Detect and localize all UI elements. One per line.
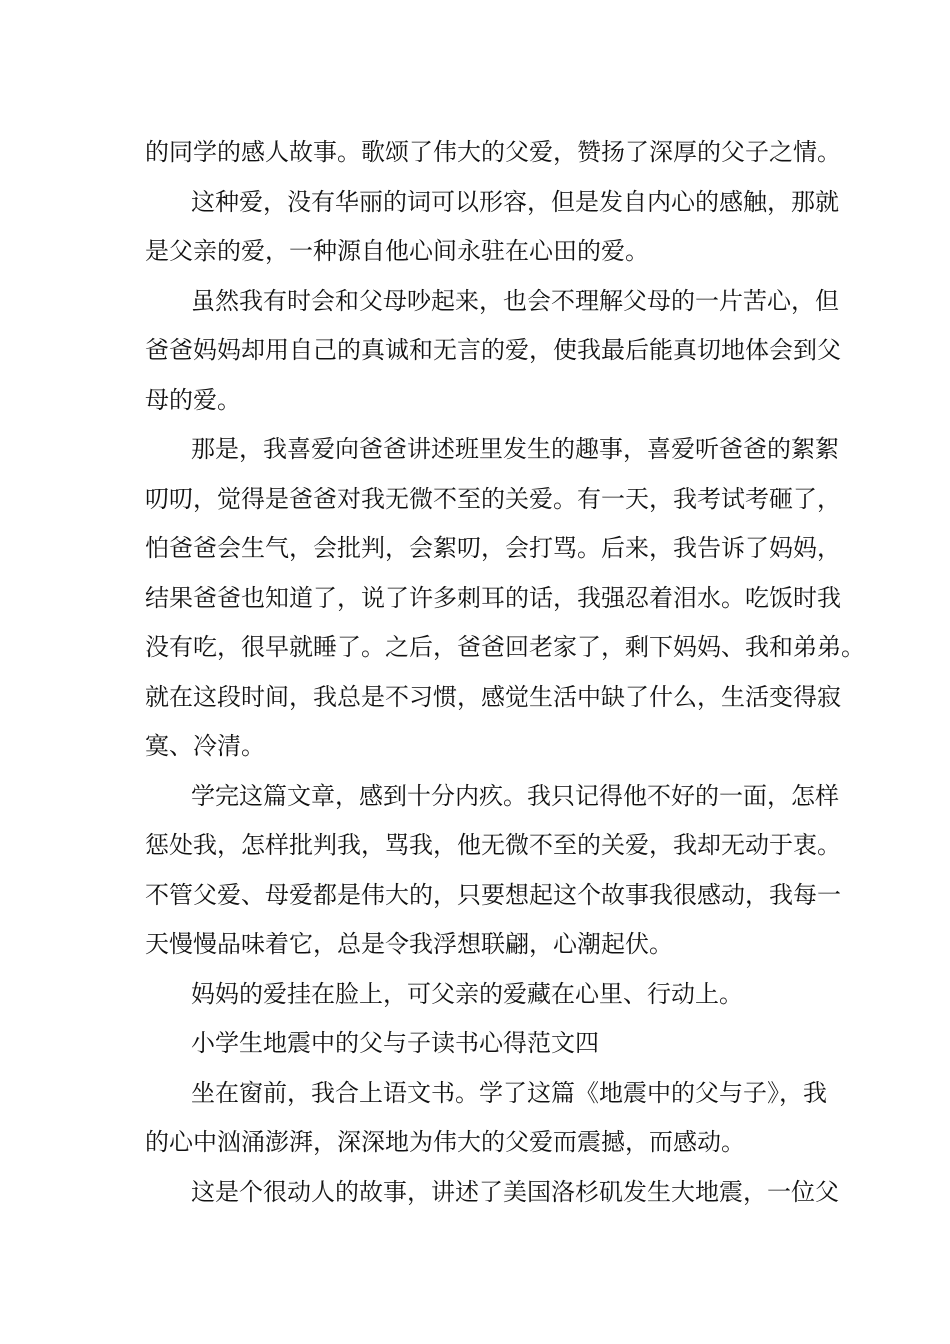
text-line: 的同学的感人故事。歌颂了伟大的父爱，赞扬了深厚的父子之情。 xyxy=(145,138,841,166)
text-line: 坐在窗前，我合上语文书。学了这篇《地震中的父与子》，我 xyxy=(191,1078,827,1107)
text-line: 妈妈的爱挂在脸上，可父亲的爱藏在心里、行动上。 xyxy=(191,979,743,1008)
text-line: 天慢慢品味着它，总是令我浮想联翩，心潮起伏。 xyxy=(145,930,673,958)
text-line: 母的爱。 xyxy=(145,385,241,414)
text-line: 就在这段时间，我总是不习惯，感觉生活中缺了什么，生活变得寂 xyxy=(145,682,841,711)
text-line: 这种爱，没有华丽的词可以形容，但是发自内心的感触，那就 xyxy=(191,187,839,216)
text-line: 惩处我，怎样批判我，骂我，他无微不至的关爱，我却无动于衷。 xyxy=(145,831,841,859)
text-line: 不管父爱、母爱都是伟大的，只要想起这个故事我很感动，我每一 xyxy=(145,880,841,909)
text-line: 学完这篇文章，感到十分内疚。我只记得他不好的一面，怎样 xyxy=(191,781,839,810)
section-heading: 小学生地震中的父与子读书心得范文四 xyxy=(191,1029,599,1057)
text-line: 的心中汹涌澎湃，深深地为伟大的父爱而震撼，而感动。 xyxy=(145,1128,745,1156)
text-line: 那是，我喜爱向爸爸讲述班里发生的趣事，喜爱听爸爸的絮絮 xyxy=(191,435,839,463)
text-line: 这是个很动人的故事，讲述了美国洛杉矶发生大地震，一位父 xyxy=(191,1177,839,1206)
text-line: 是父亲的爱，一种源自他心间永驻在心田的爱。 xyxy=(145,237,649,265)
text-line: 寞、冷清。 xyxy=(145,732,265,760)
text-line: 爸爸妈妈却用自己的真诚和无言的爱，使我最后能真切地体会到父 xyxy=(145,336,841,364)
text-line: 叨叨，觉得是爸爸对我无微不至的关爱。有一天，我考试考砸了， xyxy=(145,484,841,513)
text-line: 没有吃，很早就睡了。之后，爸爸回老家了，剩下妈妈、我和弟弟。 xyxy=(145,633,865,661)
text-line: 虽然我有时会和父母吵起来，也会不理解父母的一片苦心，但 xyxy=(191,286,839,315)
text-line: 结果爸爸也知道了，说了许多刺耳的话，我强忍着泪水。吃饭时我 xyxy=(145,583,841,612)
document-body xyxy=(145,128,865,1217)
text-line: 怕爸爸会生气，会批判，会絮叨，会打骂。后来，我告诉了妈妈， xyxy=(145,534,841,562)
